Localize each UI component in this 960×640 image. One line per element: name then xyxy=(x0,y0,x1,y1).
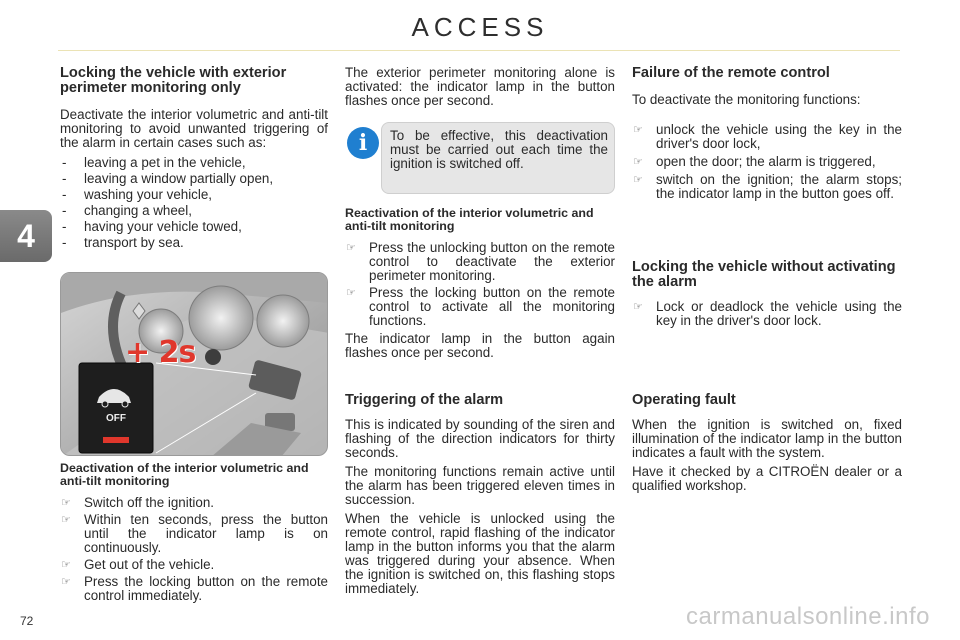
paragraph-fault-2: Have it checked by a CITROËN dealer or a qualified workshop. xyxy=(632,464,902,493)
column-middle xyxy=(345,66,615,108)
pointer-icon: ☞ xyxy=(633,124,643,136)
list-item: - changing a wheel, xyxy=(60,203,328,219)
list-item: ☞ switch on the ignition; the alarm stops; the indicator lamp in the button goes off. xyxy=(633,172,902,201)
list-item: ☞ Lock or deadlock the vehicle using the key in the driver's door lock. xyxy=(633,299,902,328)
paragraph-triggering-2: The monitoring functions remain active until the alarm has been triggered eleven times in succession. xyxy=(345,464,615,507)
heading-locking-exterior: Locking the vehicle with exterior perimeter monitoring only xyxy=(60,65,287,96)
list-item: - leaving a pet in the vehicle, xyxy=(60,155,328,171)
paragraph-flash-again: The indicator lamp in the button again flashes once per second. xyxy=(345,331,615,360)
plus-2s-label: + 2s xyxy=(125,335,196,370)
list-item: - washing your vehicle, xyxy=(60,187,328,203)
reactivation-steps xyxy=(345,241,615,328)
info-notice xyxy=(345,122,615,194)
paragraph-failure: To deactivate the monitoring functions: xyxy=(632,92,861,107)
chapter-tab: 4 xyxy=(0,210,52,262)
deactivation-section xyxy=(60,462,328,603)
page-number: 72 xyxy=(20,614,34,628)
list-item: ☞ Get out of the vehicle. xyxy=(61,557,215,572)
triggering-section xyxy=(345,393,615,596)
heading-deactivation: Deactivation of the interior volumetric and anti-tilt monitoring xyxy=(60,461,309,488)
dashboard-illustration xyxy=(60,272,328,456)
pointer-icon: ☞ xyxy=(61,514,71,526)
off-button-label: OFF xyxy=(106,413,126,424)
pointer-icon: ☞ xyxy=(633,174,643,186)
heading-reactivation: Reactivation of the interior volumetric and anti-tilt monitoring xyxy=(345,206,594,233)
list-item: - leaving a window partially open, xyxy=(60,171,328,187)
pointer-icon: ☞ xyxy=(61,497,71,509)
pointer-icon: ☞ xyxy=(346,287,356,299)
paragraph-fault-1: When the ignition is switched on, fixed illumination of the indicator lamp in the button indicates a fault with the system. xyxy=(632,417,902,460)
heading-operating-fault: Operating fault xyxy=(632,392,736,408)
pointer-icon: ☞ xyxy=(61,576,71,588)
paragraph-deactivate: Deactivate the interior volumetric and anti-tilt monitoring to avoid unwanted triggering of the alarm in certain cases such as: xyxy=(60,107,328,150)
operating-fault-section xyxy=(632,393,902,493)
failure-steps xyxy=(632,123,902,201)
header-rule xyxy=(58,50,900,51)
without-alarm-section xyxy=(632,260,902,328)
notice-text: To be effective, this deactivation must be carried out each time the ignition is switched off. xyxy=(381,122,615,194)
column-right xyxy=(632,66,902,201)
watermark-text: carmanualsonline.info xyxy=(686,603,930,630)
list-item: - transport by sea. xyxy=(60,235,328,251)
list-item: ☞ Press the locking button on the remote control to activate all the monitoring functions. xyxy=(346,285,615,328)
list-item: ☞ Press the unlocking button on the remote control to deactivate the exterior perimeter monitoring. xyxy=(346,240,615,283)
without-alarm-steps xyxy=(632,300,902,328)
page-title: ACCESS xyxy=(411,12,549,42)
reactivation-section xyxy=(345,207,615,360)
paragraph-exterior-active: The exterior perimeter monitoring alone is activated: the indicator lamp in the button flashes once per second. xyxy=(345,65,615,108)
pointer-icon: ☞ xyxy=(346,242,356,254)
column-left xyxy=(60,66,328,251)
list-item: - having your vehicle towed, xyxy=(60,219,328,235)
heading-triggering: Triggering of the alarm xyxy=(345,392,504,408)
list-item: ☞ Switch off the ignition. xyxy=(61,495,215,510)
paragraph-triggering-1: This is indicated by sounding of the siren and flashing of the direction indicators for thirty seconds. xyxy=(345,417,615,460)
pointer-icon: ☞ xyxy=(633,156,643,168)
list-item: ☞ unlock the vehicle using the key in the driver's door lock, xyxy=(633,122,902,151)
list-item: ☞ Press the locking button on the remote control immediately. xyxy=(61,574,328,603)
list-item: ☞ Within ten seconds, press the button until the indicator lamp is on continuously. xyxy=(61,512,328,555)
list-item: ☞ open the door; the alarm is triggered, xyxy=(633,154,876,169)
heading-without-alarm: Locking the vehicle without activating the alarm xyxy=(632,259,896,290)
pointer-icon: ☞ xyxy=(633,301,643,313)
pointer-icon: ☞ xyxy=(61,559,71,571)
info-icon: i xyxy=(347,127,379,159)
paragraph-triggering-3: When the vehicle is unlocked using the remote control, rapid flashing of the indicator lamp in the button informs you that the alarm was triggered during your absence. When the ignition is switched on, this flashing stops immediately. xyxy=(345,511,615,596)
deactivation-steps xyxy=(60,496,328,603)
cases-list xyxy=(60,155,328,251)
heading-failure: Failure of the remote control xyxy=(632,65,830,81)
